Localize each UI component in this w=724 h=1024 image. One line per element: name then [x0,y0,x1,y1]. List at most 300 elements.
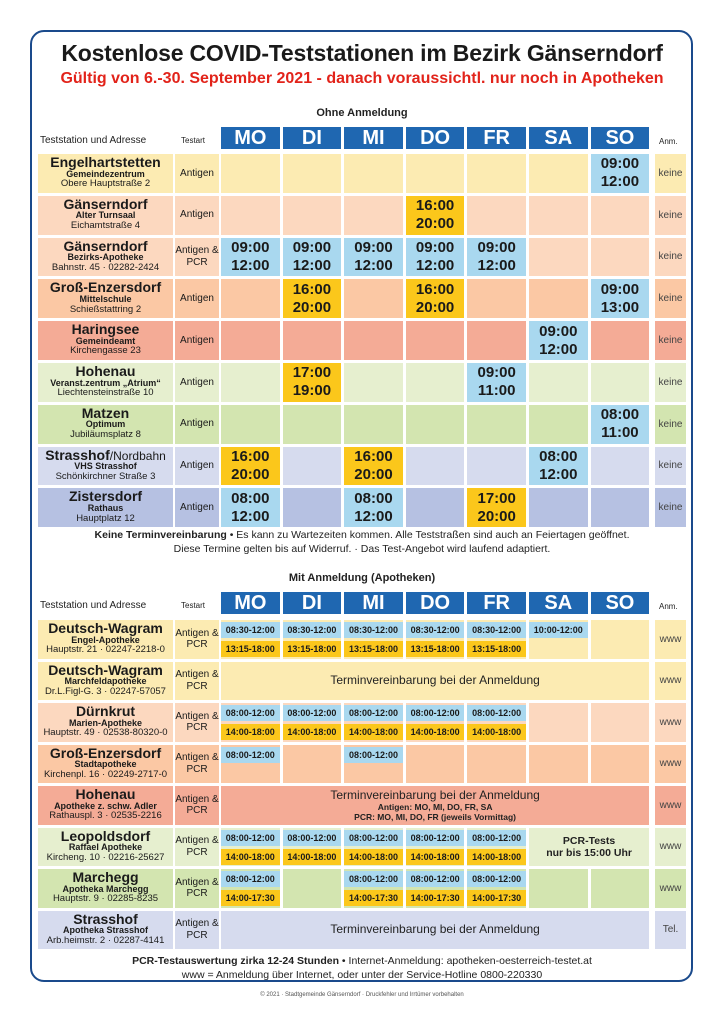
station-sub: Marchfeldapotheke [64,676,147,687]
time-slot: 13:15-18:00 [467,641,526,657]
station-info [38,870,173,904]
station-address: Schießstattring 2 [69,303,142,315]
time-slot: 14:00-17:30 [406,890,465,906]
station-sub: Apotheke z. schw. Adler [54,800,157,811]
station-info [38,406,173,440]
time-from: 16:00 [415,280,455,298]
station-name-suffix: /Nordbahn [109,448,166,463]
station-address: Hauptstr. 21 · 02247-2218-0 [46,644,165,656]
day-cell [467,745,526,784]
station-sub: Gemeindezentrum [66,168,145,179]
col-anm-header: Anm. [659,137,678,146]
day-cell [591,321,650,360]
col-anm-header-2: Anm. [659,602,678,611]
page-subtitle: Gültig von 6.-30. September 2021 - danach voraussichtl. nur noch in Apotheken [60,70,664,87]
station-sub: Engel-Apotheke [71,634,140,645]
station-info [38,197,173,231]
station-sub: Mittelschule [79,294,132,305]
station-address: Obere Hauptstraße 2 [60,178,151,190]
termin-span [221,911,649,950]
station-name [38,489,173,504]
time-block [283,238,342,277]
day-cell [344,405,403,444]
day-cell [406,405,465,444]
test-type: Antigen [175,363,219,402]
time-from: 09:00 [477,364,516,382]
anmeldung-cell: www [655,620,686,659]
time-to: 13:00 [600,298,640,316]
station-sub: Alter Turnsaal [75,210,136,221]
time-block [344,488,403,527]
time-from: 17:00 [477,489,516,507]
station-name-main: Gänserndorf [63,195,148,212]
pcr-note-line1: PCR-Tests [562,834,616,847]
time-block [529,321,588,360]
day-header-mo: MO [221,127,280,149]
day-cell [591,620,650,659]
station-info [38,663,173,697]
day-cell [221,154,280,193]
station-name [38,280,173,295]
time-block [406,196,465,235]
station-name-main: Strasshof [45,446,110,463]
day-cell [221,196,280,235]
termin-text: Terminvereinbarung bei der Anmeldung [330,922,540,937]
station-sub: VHS Strasshof [74,461,137,472]
station-name: Deutsch-Wagram [48,620,163,636]
section2-heading: Mit Anmeldung (Apotheken) [288,572,436,584]
station-name-main: Engelhartstetten [50,154,161,170]
day-cell [344,321,403,360]
time-slot: 14:00-18:00 [283,849,342,865]
time-slot: 08:00-12:00 [221,747,280,763]
day-cell [221,363,280,402]
day-cell [344,196,403,235]
day-cell [344,279,403,318]
day-cell [591,196,650,235]
time-from: 16:00 [231,447,270,465]
time-slot: 08:00-12:00 [283,830,342,846]
test-type: Antigen & PCR [175,745,219,784]
time-block [283,363,342,402]
station-info [38,746,173,780]
time-slot: 14:00-17:30 [221,890,280,906]
station-address: Kircheng. 10 · 02216-25627 [46,851,165,863]
time-to: 12:00 [292,256,332,274]
station-info [38,489,173,523]
test-type: Antigen [175,321,219,360]
day-cell [406,154,465,193]
day-cell [406,321,465,360]
anmeldung-cell: keine [655,154,686,193]
station-name: Leopoldsdorf [60,827,151,844]
station-name: Hohenau [75,786,136,802]
station-info [38,829,173,863]
day-cell [529,869,588,908]
day-header-di: DI [283,127,342,149]
day-header-fr: FR [467,127,526,149]
time-to: 11:00 [477,382,516,400]
time-from: 09:00 [600,280,640,298]
station-info [38,239,173,273]
day-cell [529,154,588,193]
time-from: 08:00 [231,489,270,507]
day-header-so: SO [591,592,650,614]
station-address: Arb.heimstr. 2 · 02287-4141 [46,934,165,946]
section2-footnote [34,955,690,968]
test-type: Antigen & PCR [175,703,219,742]
anmeldung-cell: keine [655,405,686,444]
station-name: Marchegg [72,869,139,885]
test-type: Antigen & PCR [175,662,219,701]
time-slot: 08:00-12:00 [406,705,465,721]
day-cell [283,321,342,360]
station-address: Eichamtstraße 4 [70,219,141,231]
time-slot: 14:00-18:00 [467,849,526,865]
station-name [38,364,173,379]
day-cell [529,405,588,444]
termin-text: Terminvereinbarung bei der Anmeldung [330,673,540,688]
time-to: 20:00 [415,215,455,233]
anmeldung-cell: keine [655,363,686,402]
test-type: Antigen & PCR [175,911,219,950]
day-header-mi: MI [344,592,403,614]
time-slot: 08:30-12:00 [221,622,280,638]
station-name [38,197,173,212]
time-slot: 14:00-18:00 [467,724,526,740]
day-cell [591,869,650,908]
time-block [591,279,650,318]
time-from: 09:00 [292,238,332,256]
station-name-main: Hohenau [75,363,136,379]
time-slot: 08:30-12:00 [406,622,465,638]
day-cell [529,363,588,402]
time-block [467,488,526,527]
time-block [344,238,403,277]
day-header-mi: MI [344,127,403,149]
foot-bold: PCR-Testauswertung zirka 12-24 Stunden [132,955,340,967]
time-slot: 08:00-12:00 [406,830,465,846]
time-slot: 14:00-18:00 [221,849,280,865]
anmeldung-cell: www [655,745,686,784]
time-to: 12:00 [354,256,393,274]
test-type: Antigen [175,405,219,444]
day-cell [283,405,342,444]
test-type: Antigen [175,488,219,527]
col-station-header: Teststation und Adresse [40,135,147,146]
station-sub: Apotheka Strasshof [62,925,149,936]
station-info [38,912,173,946]
day-cell [591,238,650,277]
time-slot: 14:00-18:00 [406,724,465,740]
time-from: 08:00 [539,447,578,465]
station-address: Liechtensteinstraße 10 [57,387,154,399]
anmeldung-cell: www [655,703,686,742]
time-slot: 14:00-18:00 [283,724,342,740]
termin-text: Terminvereinbarung bei der Anmeldung [330,787,540,802]
time-block [467,238,526,277]
col-test-header: Testart [181,136,206,145]
station-name [38,322,173,337]
test-type: Antigen & PCR [175,828,219,867]
time-from: 08:00 [600,406,640,424]
anmeldung-cell: Tel. [655,911,686,950]
day-header-do: DO [406,127,465,149]
day-cell [283,488,342,527]
time-slot: 14:00-17:30 [467,890,526,906]
time-slot: 14:00-17:30 [344,890,403,906]
day-cell [591,447,650,486]
day-cell [591,745,650,784]
time-slot: 08:00-12:00 [467,830,526,846]
time-from: 09:00 [354,238,393,256]
time-to: 20:00 [477,507,516,525]
station-name: Deutsch-Wagram [48,661,163,678]
station-address: Jubiläumsplatz 8 [70,428,141,440]
day-header-sa: SA [529,127,588,149]
test-type: Antigen & PCR [175,786,219,825]
copyright: © 2021 · Stadtgemeinde Gänserndorf · Druckfehler und Irrtümer vorbehalten [260,992,464,998]
day-cell [283,745,342,784]
day-cell [529,238,588,277]
day-cell [529,745,588,784]
day-cell [344,363,403,402]
day-header-di: DI [283,592,342,614]
time-from: 17:00 [292,364,332,382]
station-sub: Bezirks-Apotheke [67,252,144,263]
time-block [221,488,280,527]
col-test-header-2: Testart [181,601,206,610]
time-to: 11:00 [601,424,639,442]
time-to: 20:00 [292,298,332,316]
time-from: 09:00 [539,322,578,340]
pcr-note [529,828,649,867]
time-block [344,447,403,486]
day-cell [467,405,526,444]
day-cell [221,405,280,444]
time-slot: 14:00-18:00 [406,849,465,865]
day-header-mo: MO [221,592,280,614]
time-to: 12:00 [539,465,578,483]
station-info [38,787,173,821]
day-header-so: SO [591,127,650,149]
time-slot: 14:00-18:00 [344,724,403,740]
time-to: 20:00 [354,465,393,483]
time-slot: 13:15-18:00 [406,641,465,657]
day-cell [221,321,280,360]
time-from: 16:00 [292,280,332,298]
day-cell [283,869,342,908]
time-from: 16:00 [354,447,393,465]
time-slot: 14:00-18:00 [221,724,280,740]
station-address: Hauptplatz 12 [76,512,135,524]
time-from: 09:00 [600,155,640,173]
time-from: 16:00 [415,197,455,215]
station-sub: Stadtapotheke [74,759,137,770]
anmeldung-cell: keine [655,488,686,527]
day-cell [283,447,342,486]
time-slot: 08:30-12:00 [467,622,526,638]
station-name: Strasshof [73,910,138,927]
anmeldung-cell: keine [655,447,686,486]
test-type: Antigen [175,447,219,486]
station-address: Dr.L.Figl-G. 3 · 02247-57057 [45,685,166,697]
time-to: 12:00 [477,256,516,274]
station-name: Groß-Enzersdorf [49,744,162,761]
test-type: Antigen & PCR [175,238,219,277]
station-info [38,280,173,314]
time-block [406,238,465,277]
time-slot: 08:30-12:00 [283,622,342,638]
station-info [38,364,173,398]
day-cell [406,447,465,486]
time-slot: 08:00-12:00 [221,705,280,721]
time-slot: 10:00-12:00 [529,622,588,638]
anmeldung-cell: keine [655,196,686,235]
station-name [38,239,173,254]
station-name: Dürnkrut [75,703,136,719]
note-bold: Keine Terminvereinbarung [94,529,227,541]
day-cell [529,703,588,742]
anmeldung-cell: www [655,828,686,867]
station-info [38,155,173,189]
station-name-main: Gänserndorf [63,237,148,254]
time-block [591,154,650,193]
section1-heading: Ohne Anmeldung [316,107,408,119]
day-cell [529,196,588,235]
day-cell [283,196,342,235]
day-cell [529,279,588,318]
time-from: 09:00 [477,238,516,256]
time-to: 12:00 [415,256,455,274]
time-block [406,279,465,318]
time-slot: 08:00-12:00 [406,871,465,887]
time-to: 12:00 [539,340,578,358]
station-address: Schönkirchner Straße 3 [55,470,156,482]
station-sub: Rathaus [87,503,124,514]
time-block [283,279,342,318]
time-slot: 13:15-18:00 [344,641,403,657]
time-to: 12:00 [354,507,393,525]
station-address: Kirchengasse 23 [70,345,141,357]
time-slot: 08:00-12:00 [467,705,526,721]
day-cell [344,154,403,193]
test-type: Antigen & PCR [175,620,219,659]
time-block [221,238,280,277]
foot-rest: • Internet-Anmeldung: apotheken-oesterreich-testet.at [339,955,592,967]
time-block [591,405,650,444]
hohenau-detail-antigen: Antigen: MO, MI, DO, FR, SA [377,801,493,812]
station-info [38,448,173,482]
station-name [38,448,173,463]
time-slot: 13:15-18:00 [221,641,280,657]
day-cell [467,321,526,360]
station-info [38,621,173,655]
station-address: Hauptstr. 49 · 02538-80320-0 [43,727,168,739]
station-name-main: Groß-Enzersdorf [49,279,162,296]
pcr-note-line2: nur bis 15:00 Uhr [546,846,632,859]
day-cell [467,154,526,193]
station-address: Kirchenpl. 16 · 02249-2717-0 [43,768,168,780]
station-name-main: Haringsee [71,321,140,338]
time-slot: 08:00-12:00 [283,705,342,721]
time-slot: 13:15-18:00 [283,641,342,657]
time-from: 09:00 [415,238,455,256]
time-slot: 08:30-12:00 [344,622,403,638]
day-header-sa: SA [529,592,588,614]
day-cell [406,488,465,527]
test-type: Antigen [175,279,219,318]
day-cell [406,363,465,402]
time-slot: 08:00-12:00 [344,705,403,721]
time-slot: 08:00-12:00 [221,871,280,887]
station-name [38,155,173,170]
time-to: 19:00 [292,382,332,400]
termin-span [221,786,649,825]
station-address: Rathauspl. 3 · 02535-2216 [49,810,162,822]
station-address: Bahnstr. 45 · 02282-2424 [51,261,160,273]
time-to: 20:00 [231,465,270,483]
station-info [38,322,173,356]
station-sub: Raffael Apotheke [68,842,143,853]
day-cell [467,447,526,486]
time-block [467,363,526,402]
time-to: 12:00 [231,256,270,274]
anmeldung-cell: keine [655,321,686,360]
time-slot: 08:00-12:00 [344,871,403,887]
station-name-main: Zistersdorf [68,488,143,505]
time-slot: 08:00-12:00 [467,871,526,887]
station-sub: Apotheka Marchegg [62,883,149,894]
time-from: 09:00 [231,238,270,256]
anmeldung-cell: keine [655,279,686,318]
day-cell [467,196,526,235]
station-info [38,704,173,738]
anmeldung-cell: www [655,786,686,825]
time-slot: 08:00-12:00 [344,830,403,846]
note-rest: • Es kann zu Wartezeiten kommen. Alle Teststraßen sind auch an Feiertagen geöffnet. [226,529,630,541]
day-cell [591,703,650,742]
station-sub: Gemeindeamt [75,335,136,346]
page-title: Kostenlose COVID-Teststationen im Bezirk Gänserndorf [61,40,663,66]
hohenau-detail-pcr: PCR: MO, MI, DO, FR (jeweils Vormittag) [354,811,516,822]
station-sub: Marien-Apotheke [68,717,142,728]
time-block [221,447,280,486]
col-station-header-2: Teststation und Adresse [40,600,147,611]
day-cell [591,488,650,527]
day-header-do: DO [406,592,465,614]
day-cell [529,488,588,527]
termin-span [221,662,649,701]
station-sub: Veranst.zentrum „Atrium“ [50,377,161,388]
station-address: Hauptstr. 9 · 02285-8235 [52,893,159,905]
test-type: Antigen & PCR [175,869,219,908]
anmeldung-cell: www [655,869,686,908]
day-header-fr: FR [467,592,526,614]
day-cell [591,363,650,402]
section1-note-line2: Diese Termine gelten bis auf Widerruf. · Das Test-Angebot wird laufend adaptiert. [173,543,551,555]
day-cell [406,745,465,784]
day-cell [467,279,526,318]
day-cell [221,279,280,318]
time-slot: 08:00-12:00 [221,830,280,846]
section1-note [34,529,690,542]
station-name-main: Matzen [81,404,130,421]
time-to: 20:00 [415,298,455,316]
time-to: 12:00 [231,507,270,525]
time-block [529,447,588,486]
time-from: 08:00 [354,489,393,507]
